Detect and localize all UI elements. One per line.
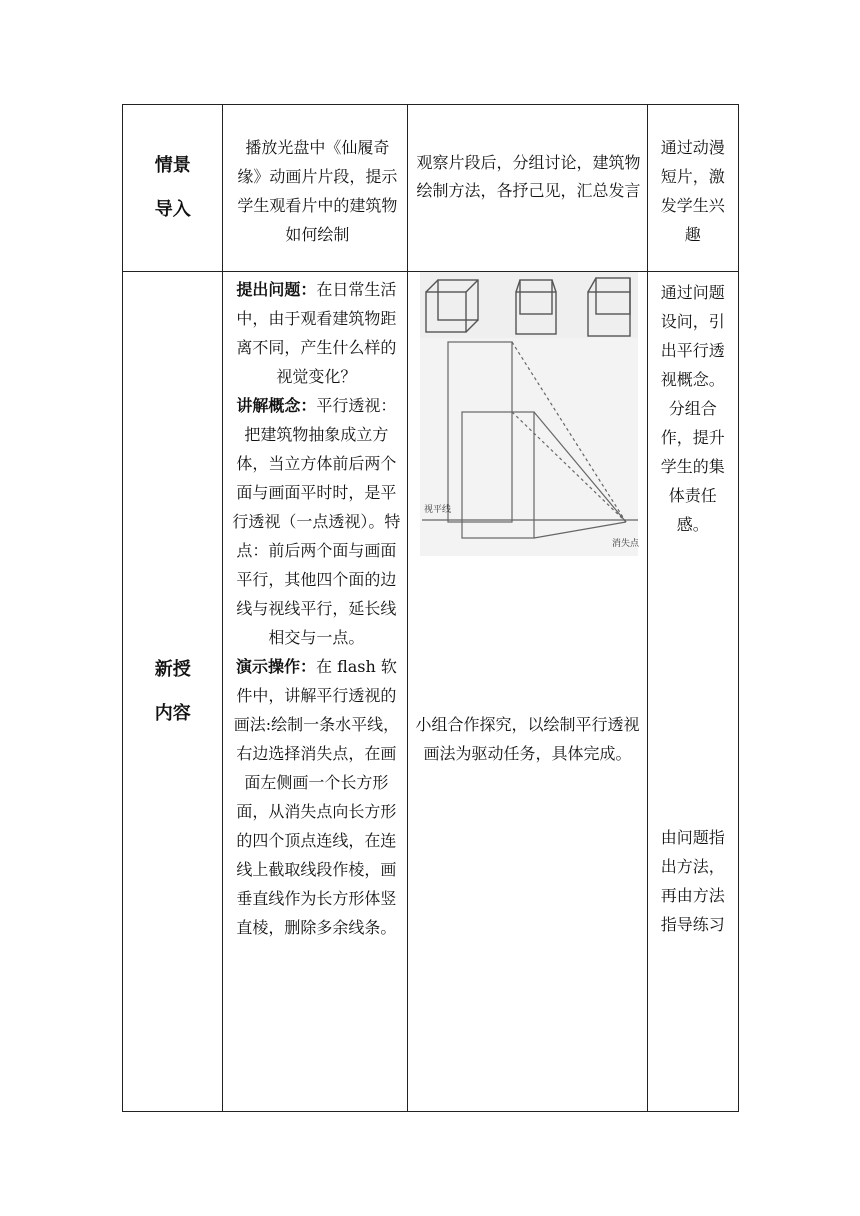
table-row [123,105,739,272]
teacher-activity-cell [223,272,408,1112]
student-activity-cell [408,105,647,272]
design-intent-content [648,272,738,939]
teacher-activity-cell [223,105,408,272]
demo-label: 演示操作： [235,657,316,677]
design-intent-text: 通过问题设问，引出平行透视概念。分组合作，提升学生的集体责任感。 [660,283,725,535]
student-activity-text: 小组合作探究，以绘制平行透视画法为驱动任务，具体完成。 [415,715,640,764]
teacher-activity-text: 播放光盘中《仙履奇缘》动画片片段，提示学生观看片中的建筑物如何绘制 [237,138,398,244]
vanishing-point-label: 消失点 [612,538,640,549]
concept-text: 平行透视：把建筑物抽象成立方体，当立方体前后两个面与画面平时时，是平行透视（一点透视）。特点：前后两个面与画面平行，其他四个面的边线与视线平行，延长线相交与一点。 [232,396,401,648]
design-intent-text: 由问题指出方法，再由方法指导练习 [660,828,725,935]
stage-cell [123,272,223,1112]
perspective-figure [408,272,646,556]
concept-label: 讲解概念： [236,396,317,416]
stage-label-line: 情景 [154,155,191,177]
perspective-illustration [408,272,646,556]
stage-label-line: 内容 [154,702,191,724]
stage-label-line: 导入 [154,199,191,221]
question-label: 提出问题： [236,280,317,300]
student-activity-cell [408,272,647,1112]
cube-photo-strip [420,272,638,338]
horizon-label: 视平线 [424,504,452,515]
design-intent-cell [647,105,738,272]
demo-text: 在 flash 软件中，讲解平行透视的画法:绘制一条水平线，右边选择消失点，在画面左侧画一个长方形面，从消失点向长方形的四个顶点连线，在连线上截取线段作棱，画垂直线作为长方形体竖直棱，删除多余线条。 [233,657,400,938]
perspective-diagram [420,338,638,556]
stage-label-line: 新授 [154,658,191,680]
design-intent-text: 通过动漫短片，激发学生兴趣 [660,138,725,244]
question-text: 在日常生活中，由于观看建筑物距离不同，产生什么样的视觉变化？ [236,280,397,387]
design-intent-cell [647,272,738,1112]
table-row [123,272,739,1112]
teacher-activity-content [223,272,407,942]
stage-cell [123,105,223,272]
student-activity-text: 观察片段后，分组讨论，建筑物绘制方法，各抒己见，汇总发言 [416,153,641,200]
lesson-plan-table [122,104,739,1112]
